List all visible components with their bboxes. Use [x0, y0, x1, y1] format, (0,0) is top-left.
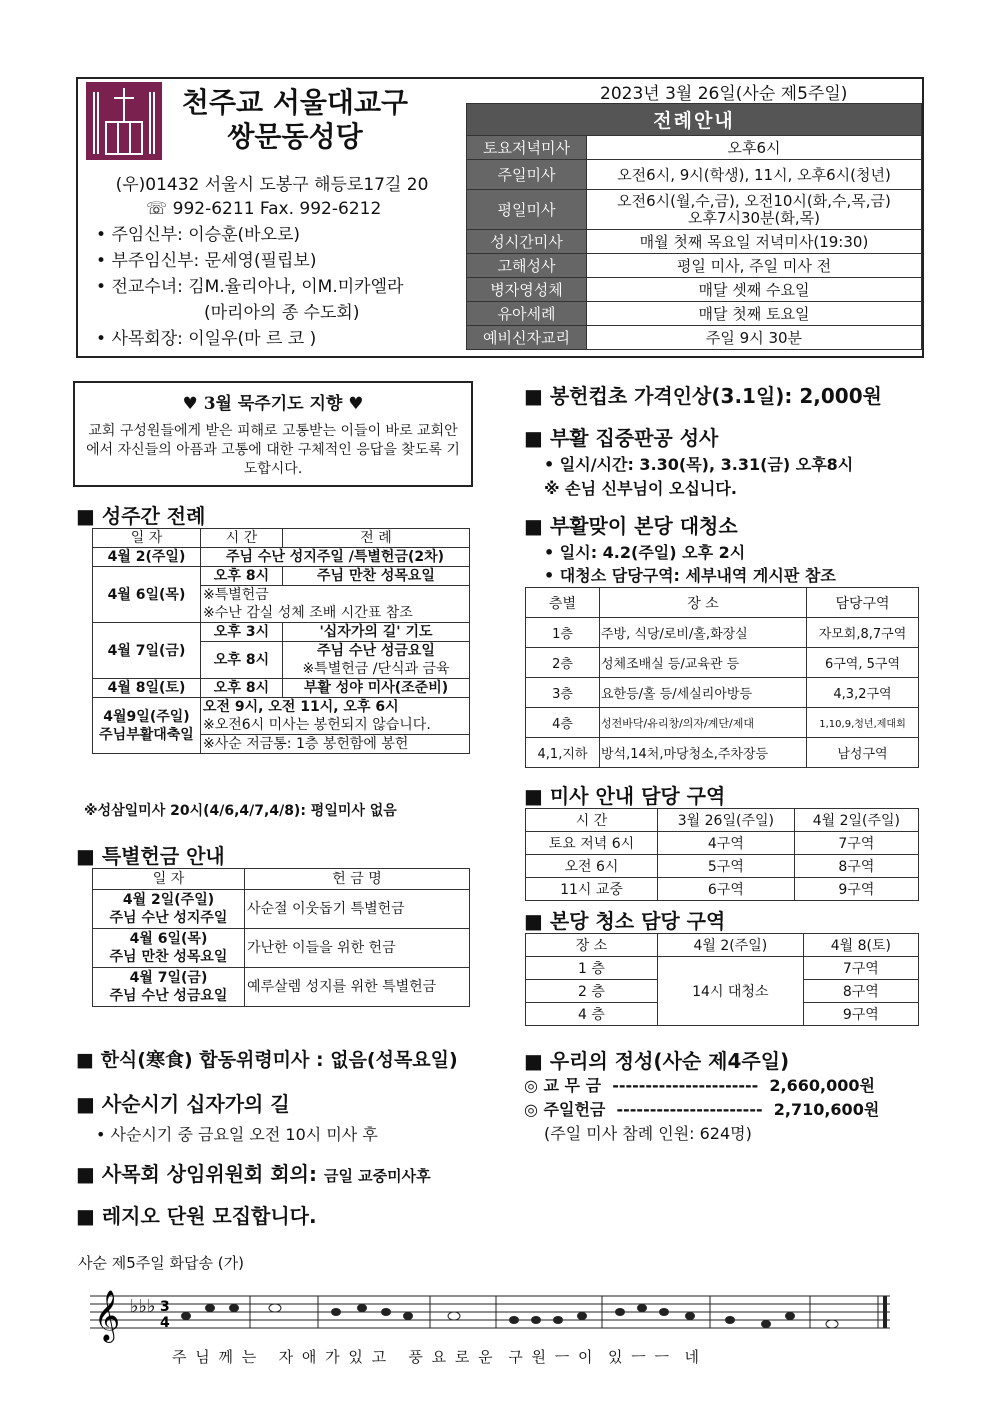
offer-date-line: 주님 만찬 성목요일 [109, 949, 228, 965]
col-header: 헌 금 명 [245, 869, 470, 890]
legio-notice: ■ 레지오 단원 모집합니다. [76, 1204, 317, 1228]
hall-place: 4 층 [526, 1003, 658, 1026]
intention-body: 교회 구성원들에게 받은 피해로 고통받는 이들이 바로 교회안에서 자신들의 아픔과 고통에 대한 구체적인 응답을 찾도록 기도합시다. [86, 423, 460, 477]
svg-text:3: 3 [160, 1299, 170, 1315]
hw-lit: 주님 수난 성지주일 /특별헌금(2차) [201, 548, 470, 567]
col-header: 전 례 [283, 529, 470, 548]
clean-table [525, 587, 919, 768]
col-header: 담당구역 [807, 588, 919, 618]
liturgy-val-line1: 오전6시(월,수,금), 오전10시(화,수,목,금) [617, 191, 891, 210]
mass-zone: 9구역 [794, 878, 918, 901]
mass-zone: 7구역 [794, 832, 918, 855]
clean-zone: 1,10,9,청년,제대회 [807, 708, 919, 738]
col-header: 장 소 [526, 934, 658, 957]
offering-title: ■ 특별헌금 안내 [76, 844, 225, 868]
hw-lit-line: 주님 수난 성금요일 [317, 643, 435, 659]
col-header: 시 간 [526, 809, 658, 832]
liturgy-key: 병자영성체 [467, 278, 587, 302]
liturgy-val: 매월 첫째 목요일 저녁미사(19:30) [587, 230, 922, 254]
hw-date: 4월 6일(목) [93, 567, 201, 623]
hall-zone: 8구역 [803, 980, 918, 1003]
hw-time: 오후 8시 [201, 567, 283, 586]
liturgy-val: 오전6시, 9시(학생), 11시, 오후6시(청년) [587, 160, 922, 190]
hw-time: 오전 9시, 오전 11시, 오후 6시 [203, 699, 399, 715]
clean-floor: 4,1,지하 [526, 738, 600, 768]
hw-time: 오후 8시 [201, 642, 283, 679]
liturgy-val [587, 190, 922, 230]
church-logo [86, 82, 162, 160]
hw-note [201, 586, 470, 623]
col-header: 시 간 [201, 529, 283, 548]
col-header: 4월 8(토) [803, 934, 918, 957]
liturgy-val: 오후6시 [587, 136, 922, 160]
staff-pastor: • 주임신부: 이승훈(바오로) [96, 222, 403, 248]
clean-place: 요한등/홀 등/세실리아방등 [600, 678, 807, 708]
svg-text:4: 4 [160, 1315, 170, 1331]
liturgy-val: 주일 9시 30분 [587, 326, 922, 350]
mass-zone: 4구역 [658, 832, 795, 855]
liturgy-table [466, 103, 922, 350]
liturgy-key: 성시간미사 [467, 230, 587, 254]
offer-name: 예루살렘 성지를 위한 특별헌금 [245, 968, 470, 1007]
hw-lit [201, 698, 470, 735]
offering-total-title: ■ 우리의 정성(사순 제4주일) [524, 1049, 790, 1073]
bulletin-date: 2023년 3월 26일(사순 제5주일) [600, 84, 848, 104]
liturgy-val: 매달 첫째 토요일 [587, 302, 922, 326]
liturgy-key: 고해성사 [467, 254, 587, 278]
offer-date [93, 929, 245, 968]
psalm-title: 사순 제5주일 화답송 (가) [78, 1254, 244, 1272]
col-header: 장 소 [600, 588, 807, 618]
cross-item: • 사순시기 중 금요일 오전 10시 미사 후 [96, 1122, 378, 1145]
cross-icon [86, 82, 162, 160]
liturgy-val: 평일 미사, 주일 미사 전 [587, 254, 922, 278]
council-title-text: ■ 사목회 상임위원회 회의: [76, 1162, 317, 1186]
church-line1: 천주교 서울대교구 [181, 86, 409, 119]
offer-date-line: 4월 2일(주일) [122, 892, 215, 908]
money-value: 2,710,600원 [773, 1100, 880, 1119]
cross-title: ■ 사순시기 십자가의 길 [76, 1092, 290, 1116]
hw-lit: 부활 성야 미사(조준비) [283, 679, 470, 698]
hw-date-line: 4월9일(주일) [103, 708, 190, 725]
mass-zone: 6구역 [658, 878, 795, 901]
hw-note-line: ※특별헌금 /단식과 금육 [302, 661, 450, 677]
council-title [76, 1158, 431, 1187]
hall-zone: 7구역 [803, 957, 918, 980]
clean-floor: 1층 [526, 618, 600, 648]
mass-time: 11시 교중 [526, 878, 658, 901]
holy-week-footnote: ※성삼일미사 20시(4/6,4/7,4/8): 평일미사 없음 [84, 803, 397, 819]
judgment-note: ※ 손님 신부님이 오십니다. [544, 479, 737, 498]
mass-time: 토요 저녁 6시 [526, 832, 658, 855]
mass-guide-table [525, 808, 919, 901]
liturgy-val: 매달 셋째 수요일 [587, 278, 922, 302]
intention-title: ♥ 3월 묵주기도 지향 ♥ [182, 394, 364, 414]
liturgy-key: 예비신자교리 [467, 326, 587, 350]
holy-week-title: ■ 성주간 전례 [76, 504, 206, 528]
clean-floor: 2층 [526, 648, 600, 678]
hw-date-line: 주님부활대축일 [99, 726, 194, 743]
hw-time: 오후 8시 [201, 679, 283, 698]
judgment-title: ■ 부활 집중판공 성사 [524, 426, 719, 450]
hw-note-line: ※특별헌금 [203, 587, 269, 603]
hall-clean-title: ■ 본당 청소 담당 구역 [524, 909, 726, 933]
liturgy-val-line2: 오후7시30분(화,목) [687, 208, 821, 227]
hw-note: ※사순 저금통: 1층 봉헌함에 봉헌 [201, 735, 470, 754]
clean-place: 성체조배실 등/교육관 등 [600, 648, 807, 678]
clean-zone: 자모회,8,7구역 [807, 618, 919, 648]
offer-date-line: 4월 7일(금) [129, 970, 208, 986]
mass-zone: 8구역 [794, 855, 918, 878]
hw-lit: 주님 만찬 성목요일 [283, 567, 470, 586]
offer-date [93, 890, 245, 929]
church-name [180, 86, 410, 154]
col-header: 일 자 [93, 529, 201, 548]
col-header: 4월 2일(주일) [794, 809, 918, 832]
mass-guide-title: ■ 미사 안내 담당 구역 [524, 784, 726, 808]
col-header: 층별 [526, 588, 600, 618]
clean-zone: 남성구역 [807, 738, 919, 768]
offering-totals [524, 1074, 879, 1146]
money-dash: ---------------------- [616, 1100, 763, 1119]
clean-place: 방석,14처,마당청소,주차장등 [600, 738, 807, 768]
clean-place: 성전바닥/유리창/의자/계단/제대 [600, 708, 807, 738]
staff-council: • 사목회장: 이일우(마 르 코 ) [96, 326, 403, 352]
psalm-lyrics: 주 님 께 는 자 애 가 있 고 풍 요 로 운 구 원 ㅡ 이 있 ㅡ ㅡ 네 [172, 1348, 702, 1366]
clean-floor: 3층 [526, 678, 600, 708]
hw-date [93, 698, 201, 754]
col-header: 3월 26일(주일) [658, 809, 795, 832]
offer-date-line: 주님 수난 성지주일 [109, 910, 228, 926]
hw-note-line: ※수난 감실 성체 조배 시간표 참조 [203, 605, 413, 621]
hw-time: 오후 3시 [201, 623, 283, 642]
clean-item2: • 대청소 담당구역: 세부내역 게시판 참조 [544, 563, 836, 586]
hall-clean-table [525, 933, 919, 1026]
staff-assistant: • 부주임신부: 문세영(필립보) [96, 248, 403, 274]
liturgy-title: 전례안내 [467, 104, 922, 136]
offering-table [92, 868, 470, 1007]
liturgy-key: 토요저녁미사 [467, 136, 587, 160]
hansik-notice: ■ 한식(寒食) 합동위령미사 : 없음(성목요일) [76, 1049, 458, 1071]
hall-place: 2 층 [526, 980, 658, 1003]
council-time: 금일 교중미사후 [323, 1167, 431, 1185]
offer-date-line: 4월 6일(목) [129, 931, 208, 947]
judgment-item: • 일시/시간: 3.30(목), 3.31(금) 오후8시 [544, 452, 853, 475]
staff-list [96, 196, 403, 352]
liturgy-key: 평일미사 [467, 190, 587, 230]
clean-floor: 4층 [526, 708, 600, 738]
offer-date-line: 주님 수난 성금요일 [109, 988, 228, 1004]
offer-name: 사순절 이웃돕기 특별헌금 [245, 890, 470, 929]
hall-place: 1 층 [526, 957, 658, 980]
hw-date: 4월 2(주일) [93, 548, 201, 567]
hw-date: 4월 8일(토) [93, 679, 201, 698]
clean-zone: 4,3,2구역 [807, 678, 919, 708]
col-header: 일 자 [93, 869, 245, 890]
holy-week-table [92, 528, 470, 754]
clean-zone: 6구역, 5구역 [807, 648, 919, 678]
money-label: ◎ 교 무 금 [524, 1076, 602, 1095]
mass-zone: 5구역 [658, 855, 795, 878]
mass-time: 오전 6시 [526, 855, 658, 878]
hw-lit [283, 642, 470, 679]
offer-name: 가난한 이들을 위한 헌금 [245, 929, 470, 968]
clean-item1: • 일시: 4.2(주일) 오후 2시 [544, 540, 745, 563]
liturgy-key: 유아세례 [467, 302, 587, 326]
money-dash: ---------------------- [612, 1076, 759, 1095]
svg-text:♭♭♭: ♭♭♭ [130, 1296, 156, 1317]
candle-notice: ■ 봉헌컵초 가격인상(3.1일): 2,000원 [524, 384, 882, 408]
rosary-intention [73, 381, 473, 487]
address-block [96, 172, 448, 198]
hall-zone: 9구역 [803, 1003, 918, 1026]
treble-clef-icon: 𝄞 [94, 1290, 121, 1341]
money-label: ◎ 주일헌금 [524, 1100, 606, 1119]
hw-note-line: ※오전6시 미사는 봉헌되지 않습니다. [203, 717, 431, 733]
hw-date: 4월 7일(금) [93, 623, 201, 679]
clean-title: ■ 부활맞이 본당 대청소 [524, 514, 738, 538]
address: (우)01432 서울시 도봉구 해등로17길 20 [115, 175, 429, 195]
hw-lit: '십자가의 길' 기도 [283, 623, 470, 642]
clean-place: 주방, 식당/로비/홀,화장실 [600, 618, 807, 648]
attendance-note: (주일 미사 참례 인원: 624명) [544, 1124, 752, 1143]
offer-date [93, 968, 245, 1007]
church-line2: 쌍문동성당 [227, 120, 363, 153]
money-value: 2,660,000원 [769, 1076, 875, 1095]
liturgy-key: 주일미사 [467, 160, 587, 190]
staff-sisters: • 전교수녀: 김M.율리아나, 이M.미카엘라 [96, 274, 403, 300]
hall-main-clean: 14시 대청소 [658, 957, 804, 1026]
col-header: 4월 2(주일) [658, 934, 804, 957]
staff-order: (마리아의 종 수도회) [204, 303, 360, 323]
phone: ☏ 992-6211 Fax. 992-6212 [146, 199, 382, 219]
